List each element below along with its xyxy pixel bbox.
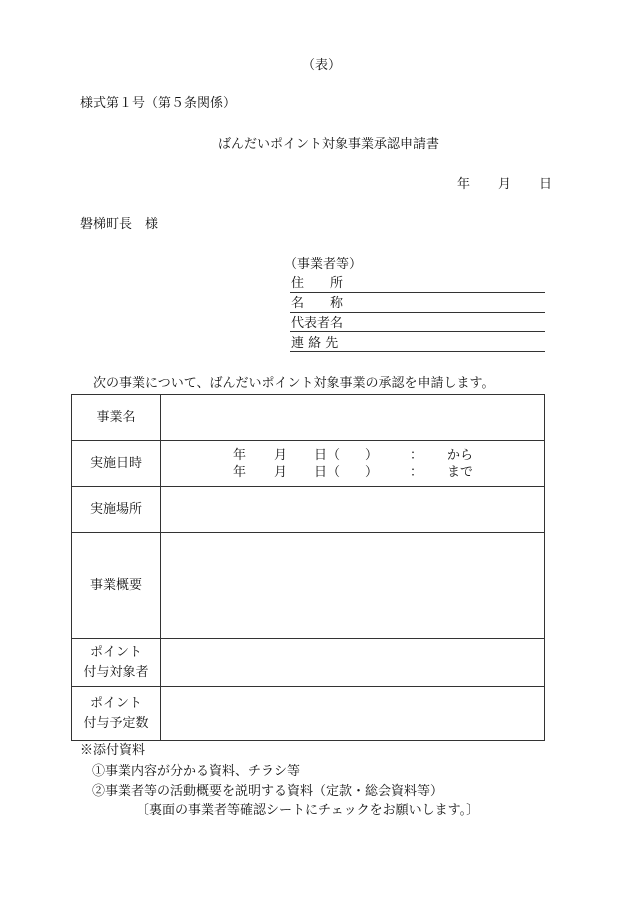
end-month: 月 <box>274 464 288 480</box>
table-row <box>72 441 545 487</box>
start-suffix: から <box>447 447 474 463</box>
attachments-note: 〔裏面の事業者等確認シートにチェックをお願いします。〕 <box>136 803 480 818</box>
start-colon: ： <box>410 447 424 463</box>
overview-cell[interactable] <box>161 533 545 639</box>
contact-label: 連 絡 先 <box>291 336 339 351</box>
start-weekday-close: ） <box>365 447 379 463</box>
end-day: 日（ <box>314 464 341 480</box>
application-intro: 次の事業について、ばんだいポイント対象事業の承認を申請します。 <box>93 376 495 391</box>
datetime-label: 実施日時 <box>72 441 161 487</box>
address-field[interactable] <box>290 292 545 293</box>
application-table <box>71 394 545 741</box>
end-weekday-close: ） <box>365 464 379 480</box>
start-year: 年 <box>233 447 247 463</box>
form-number: 様式第１号（第５条関係） <box>80 96 237 111</box>
table-row <box>72 395 545 441</box>
representative-field[interactable] <box>290 331 545 332</box>
end-colon: ： <box>410 464 424 480</box>
addressee: 磐梯町長 様 <box>80 217 159 232</box>
attachment-item: ②事業者等の活動概要を説明する資料（定款・総会資料等） <box>92 784 444 799</box>
start-day: 日（ <box>314 447 341 463</box>
table-row <box>72 533 545 639</box>
table-row <box>72 687 545 741</box>
points-cell[interactable] <box>161 687 545 741</box>
target-cell[interactable] <box>161 639 545 687</box>
table-row <box>72 487 545 533</box>
venue-cell[interactable] <box>161 487 545 533</box>
date-month: 月 <box>498 177 512 192</box>
company-name-label: 名 称 <box>291 296 344 311</box>
event-name-cell[interactable] <box>161 395 545 441</box>
overview-label: 事業概要 <box>72 533 161 639</box>
points-label: ポイント 付与予定数 <box>72 687 161 741</box>
datetime-cell[interactable] <box>161 441 545 487</box>
date-year: 年 <box>457 177 471 192</box>
end-year: 年 <box>233 464 247 480</box>
table-row <box>72 639 545 687</box>
page-side-label: （表） <box>302 58 342 73</box>
attachments-heading: ※添付資料 <box>80 743 146 758</box>
representative-label: 代表者名 <box>291 316 344 331</box>
applicant-heading: （事業者等） <box>284 257 363 272</box>
venue-label: 実施場所 <box>72 487 161 533</box>
target-label: ポイント 付与対象者 <box>72 639 161 687</box>
attachment-item: ①事業内容が分かる資料、チラシ等 <box>92 764 301 779</box>
date-day: 日 <box>539 177 553 192</box>
page-title: ばんだいポイント対象事業承認申請書 <box>218 137 440 152</box>
event-name-label: 事業名 <box>72 395 161 441</box>
start-month: 月 <box>274 447 288 463</box>
address-label: 住 所 <box>291 276 344 291</box>
end-suffix: まで <box>447 464 474 480</box>
contact-field[interactable] <box>290 351 545 352</box>
company-name-field[interactable] <box>290 312 545 313</box>
